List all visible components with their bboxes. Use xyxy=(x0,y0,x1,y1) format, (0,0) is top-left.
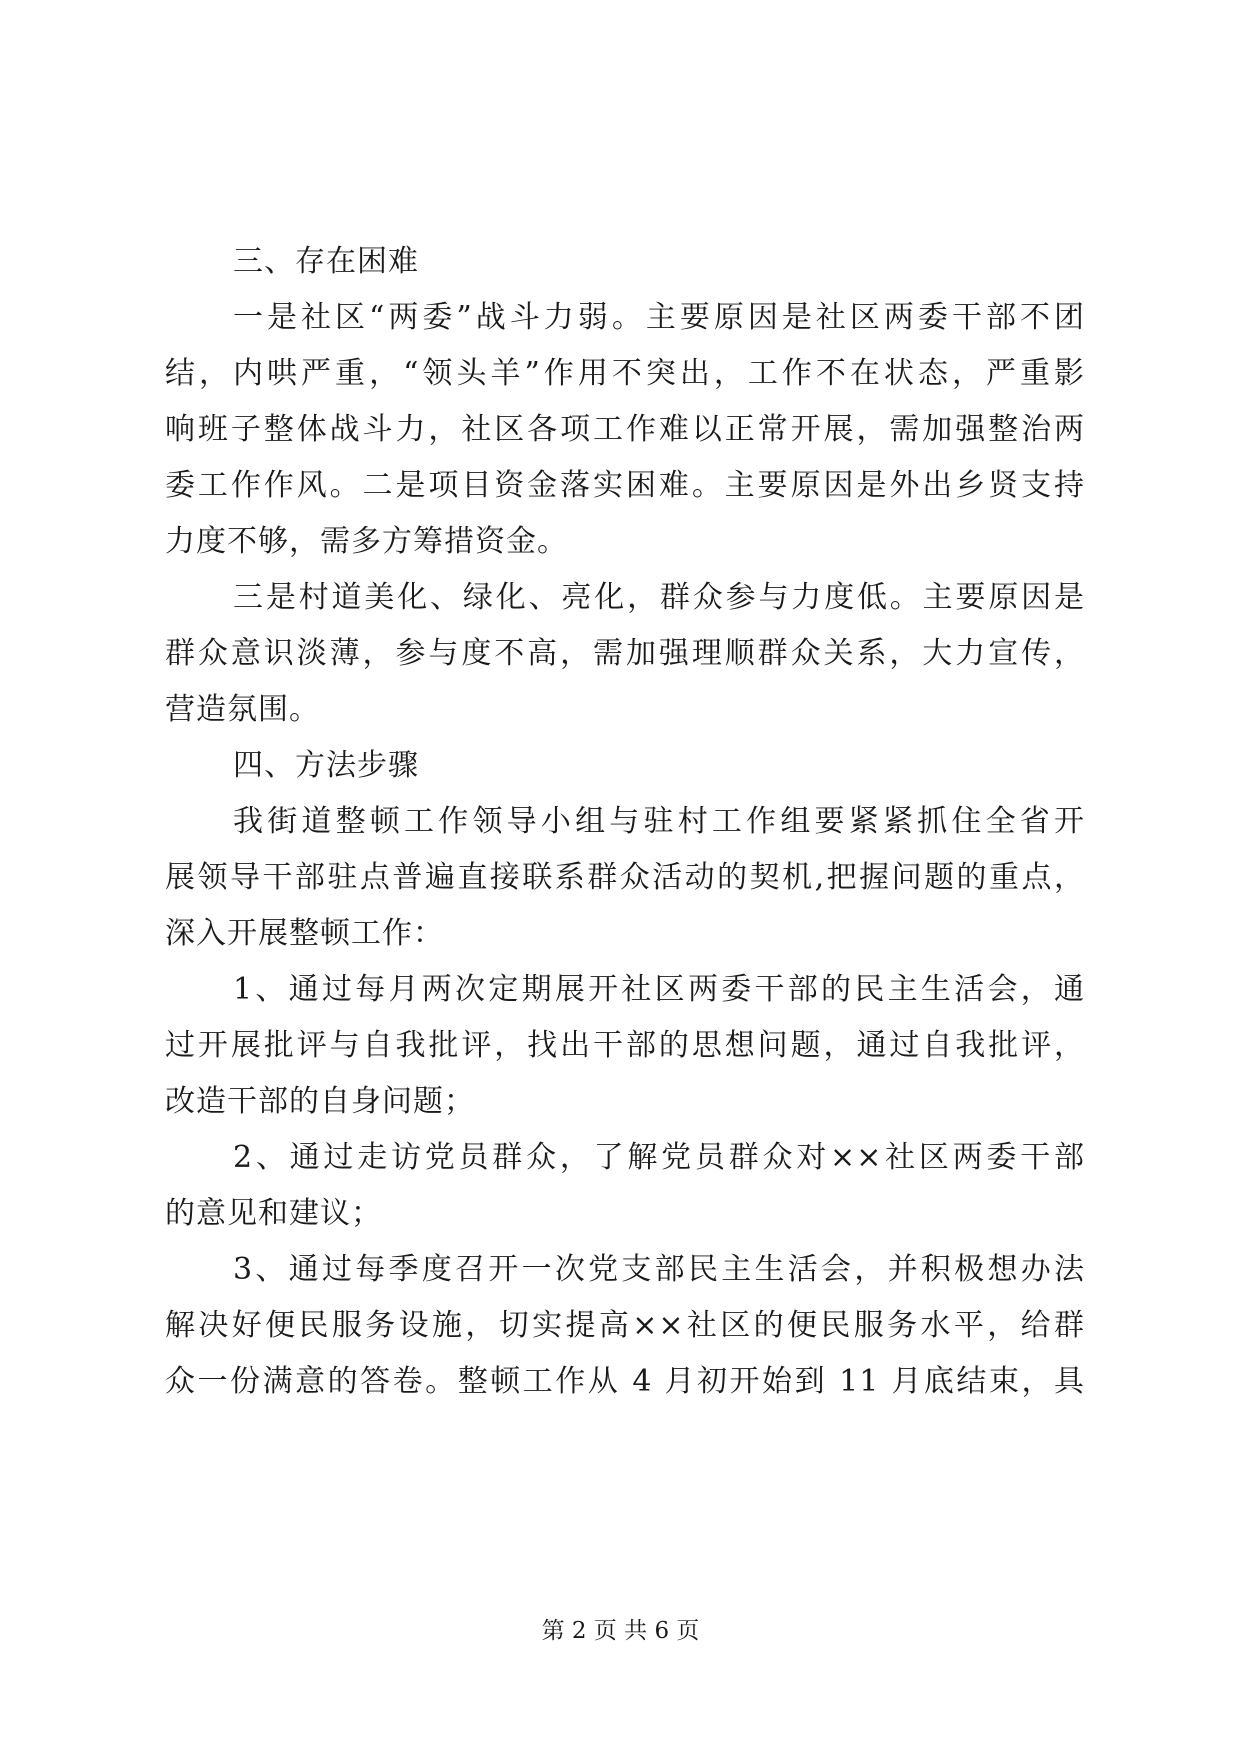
list-item-line: 2、通过走访党员群众，了解党员群众对××社区两委干部 xyxy=(233,1140,1085,1175)
section-heading-methods: 四、方法步骤 xyxy=(233,748,419,783)
paragraph-line: 群众意识淡薄，参与度不高，需加强理顺群众关系，大力宣传， xyxy=(165,636,1085,671)
paragraph-line: 营造氛围。 xyxy=(165,692,320,727)
paragraph-line: 深入开展整顿工作： xyxy=(165,916,444,951)
paragraph-line: 三是村道美化、绿化、亮化，群众参与力度低。主要原因是 xyxy=(233,580,1085,615)
list-item-line: 改造干部的自身问题； xyxy=(165,1084,475,1119)
list-item-line: 的意见和建议； xyxy=(165,1196,382,1231)
paragraph-line: 我街道整顿工作领导小组与驻村工作组要紧紧抓住全省开 xyxy=(233,804,1085,839)
list-item-line: 1、通过每月两次定期展开社区两委干部的民主生活会，通 xyxy=(233,972,1085,1007)
paragraph-line: 力度不够，需多方筹措资金。 xyxy=(165,524,568,559)
page-number-footer: 第 2 页 共 6 页 xyxy=(541,1618,700,1644)
paragraph-line: 结，内哄严重，“领头羊”作用不突出，工作不在状态，严重影 xyxy=(165,356,1085,391)
list-item-line: 过开展批评与自我批评，找出干部的思想问题，通过自我批评， xyxy=(165,1028,1085,1063)
list-item-line: 解决好便民服务设施，切实提高××社区的便民服务水平，给群 xyxy=(165,1308,1085,1343)
paragraph-line: 响班子整体战斗力，社区各项工作难以正常开展，需加强整治两 xyxy=(165,412,1085,447)
list-item-line: 3、通过每季度召开一次党支部民主生活会，并积极想办法 xyxy=(233,1252,1085,1287)
list-item-line: 众一份满意的答卷。整顿工作从 4 月初开始到 11 月底结束，具 xyxy=(165,1364,1085,1399)
paragraph-line: 一是社区“两委”战斗力弱。主要原因是社区两委干部不团 xyxy=(233,300,1085,335)
paragraph-line: 展领导干部驻点普遍直接联系群众活动的契机,把握问题的重点， xyxy=(165,860,1085,895)
section-heading-difficulties: 三、存在困难 xyxy=(233,244,419,279)
paragraph-line: 委工作作风。二是项目资金落实困难。主要原因是外出乡贤支持 xyxy=(165,468,1085,503)
